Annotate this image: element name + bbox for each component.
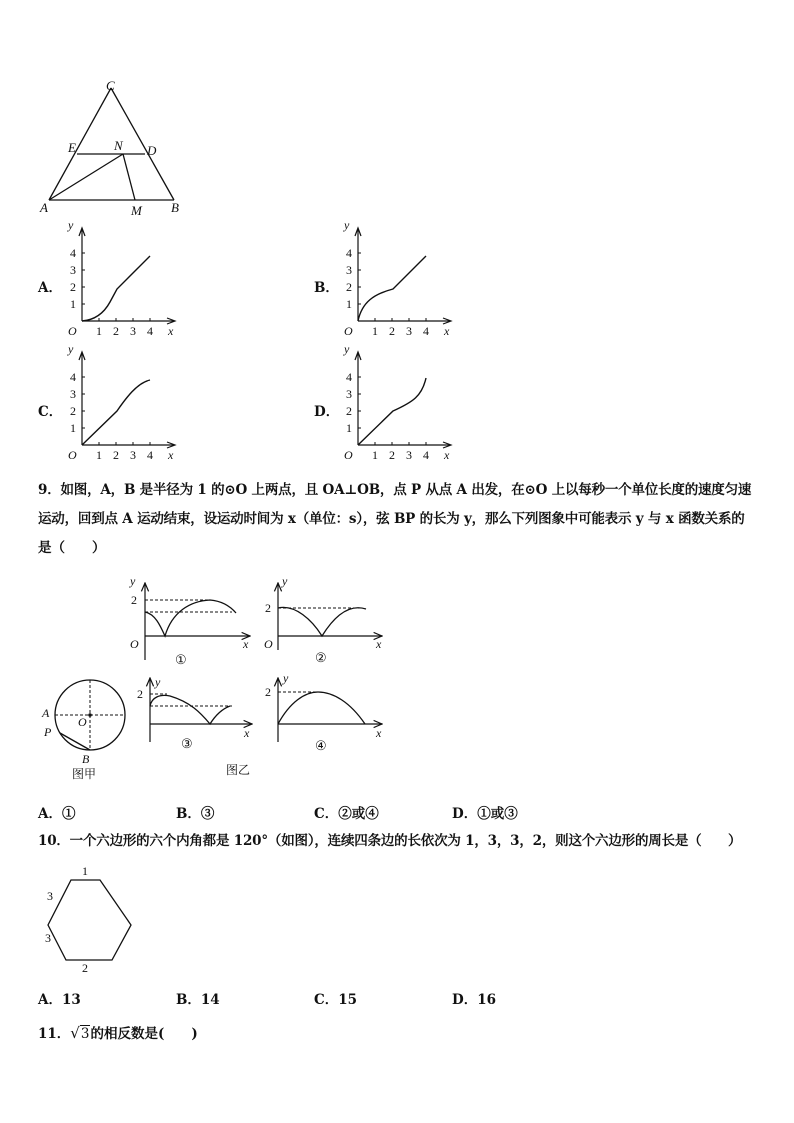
q9-circle-figure: [41, 680, 125, 781]
label-E: E: [68, 140, 76, 155]
svg-text:2: 2: [265, 601, 271, 615]
x-tick-label: 2: [113, 448, 119, 462]
svg-text:x: x: [376, 637, 382, 651]
svg-text:O: O: [78, 715, 87, 729]
x-tick-label: 3: [130, 448, 136, 462]
hex-side-1: 1: [82, 864, 88, 878]
x-tick-label: 4: [423, 324, 429, 338]
svg-text:y: y: [130, 574, 136, 588]
q8-option-b-label[interactable]: B．: [314, 280, 339, 296]
label-A: A: [40, 200, 48, 215]
x-tick-label: 3: [406, 324, 412, 338]
x-tick-label: 3: [130, 324, 136, 338]
x-tick-label: 4: [147, 324, 153, 338]
origin-label: O: [68, 448, 77, 462]
label-B: B: [171, 200, 179, 215]
y-tick-label: 1: [346, 421, 352, 435]
y-tick-label: 3: [70, 263, 76, 277]
x-axis-label: x: [168, 324, 174, 338]
q8-option-a-label[interactable]: A．: [38, 280, 62, 296]
x-tick-label: 4: [423, 448, 429, 462]
svg-text:2: 2: [137, 687, 143, 701]
q8-option-d-label[interactable]: D．: [314, 404, 340, 420]
y-axis-label: y: [344, 218, 350, 232]
x-tick-label: 1: [372, 448, 378, 462]
origin-label: O: [68, 324, 77, 338]
label-M: M: [131, 203, 142, 218]
svg-text:O: O: [130, 637, 139, 651]
q9-graph-4: [265, 671, 382, 753]
svg-text:O: O: [264, 637, 273, 651]
y-axis-label: y: [344, 342, 350, 356]
graph-number-1: ①: [175, 652, 187, 667]
y-tick-label: 4: [70, 370, 76, 384]
y-tick-label: 3: [346, 263, 352, 277]
x-tick-label: 1: [96, 324, 102, 338]
y-tick-label: 1: [346, 297, 352, 311]
y-tick-label: 4: [346, 246, 352, 260]
svg-text:2: 2: [265, 685, 271, 699]
label-C: C: [106, 78, 115, 93]
graph-number-2: ②: [315, 650, 327, 665]
y-tick-label: 4: [346, 370, 352, 384]
q10-option-d[interactable]: D．16: [452, 992, 496, 1008]
q9-option-b[interactable]: B．③: [176, 806, 215, 822]
q9-line-3: 是（ ）: [38, 540, 106, 556]
q11-prefix: 11．: [38, 1026, 71, 1042]
svg-text:x: x: [244, 726, 250, 740]
graph-number-4: ④: [315, 738, 327, 753]
y-tick-label: 2: [346, 280, 352, 294]
y-tick-label: 1: [70, 297, 76, 311]
q9-line-2: 运动，回到点 A 运动结束，设运动时间为 x（单位：s），弦 BP 的长为 y，那么下列图象中可能表示 y 与 x 函数关系的: [38, 511, 745, 527]
q9-option-c[interactable]: C．②或④: [314, 806, 379, 822]
y-tick-label: 2: [70, 404, 76, 418]
y-tick-label: 2: [70, 280, 76, 294]
svg-text:y: y: [283, 671, 289, 685]
q10-hexagon-figure: [38, 862, 138, 975]
q9-graph-2: [264, 574, 382, 665]
q10-text: 10．一个六边形的六个内角都是 120°（如图），连续四条边的长依次为 1，3，3，2，则这个六边形的周长是（ ）: [38, 833, 742, 849]
x-tick-label: 1: [96, 448, 102, 462]
q9-option-a[interactable]: A．①: [38, 806, 76, 822]
q10-option-c[interactable]: C．15: [314, 992, 358, 1008]
svg-text:P: P: [44, 725, 52, 739]
q11-suffix: 的相反数是( ): [90, 1026, 198, 1042]
svg-text:y: y: [155, 675, 161, 689]
y-tick-label: 3: [346, 387, 352, 401]
caption-tu-yi: 图乙: [226, 763, 251, 777]
label-N: N: [114, 138, 123, 153]
svg-text:2: 2: [131, 593, 137, 607]
y-tick-label: 4: [70, 246, 76, 260]
x-tick-label: 4: [147, 448, 153, 462]
graph-number-3: ③: [181, 736, 193, 751]
x-tick-label: 3: [406, 448, 412, 462]
svg-text:x: x: [243, 637, 249, 651]
y-axis-label: y: [68, 218, 74, 232]
x-axis-label: x: [444, 448, 450, 462]
hex-side-2: 3: [47, 889, 53, 903]
x-tick-label: 2: [113, 324, 119, 338]
label-D: D: [147, 143, 157, 158]
q9-graph-1: [129, 574, 250, 667]
x-tick-label: 1: [372, 324, 378, 338]
x-tick-label: 2: [389, 324, 395, 338]
x-axis-label: x: [444, 324, 450, 338]
svg-text:x: x: [376, 726, 382, 740]
hex-side-3: 3: [45, 931, 51, 945]
q8-option-c-label[interactable]: C．: [38, 404, 63, 420]
q9-graph-3: [137, 675, 252, 751]
q11-text: [38, 1018, 198, 1049]
svg-text:y: y: [282, 574, 288, 588]
q9-line-1: 9．如图，A，B 是半径为 1 的⊙O 上两点，且 OA⊥OB，点 P 从点 A 出发，在⊙O 上以每秒一个单位长度的速度匀速: [38, 482, 752, 498]
q10-option-a[interactable]: A．13: [38, 992, 81, 1008]
svg-text:A: A: [42, 706, 50, 720]
origin-label: O: [344, 324, 353, 338]
origin-label: O: [344, 448, 353, 462]
x-tick-label: 2: [389, 448, 395, 462]
q9-option-d[interactable]: D．①或③: [452, 806, 518, 822]
y-axis-label: y: [68, 342, 74, 356]
y-tick-label: 3: [70, 387, 76, 401]
hex-side-4: 2: [82, 961, 88, 975]
caption-tu-jia: 图甲: [72, 767, 97, 781]
x-axis-label: x: [168, 448, 174, 462]
svg-text:B: B: [82, 752, 90, 766]
y-tick-label: 1: [70, 421, 76, 435]
y-tick-label: 2: [346, 404, 352, 418]
q10-option-b[interactable]: B．14: [176, 992, 220, 1008]
sqrt-expression: √3: [70, 1024, 90, 1042]
